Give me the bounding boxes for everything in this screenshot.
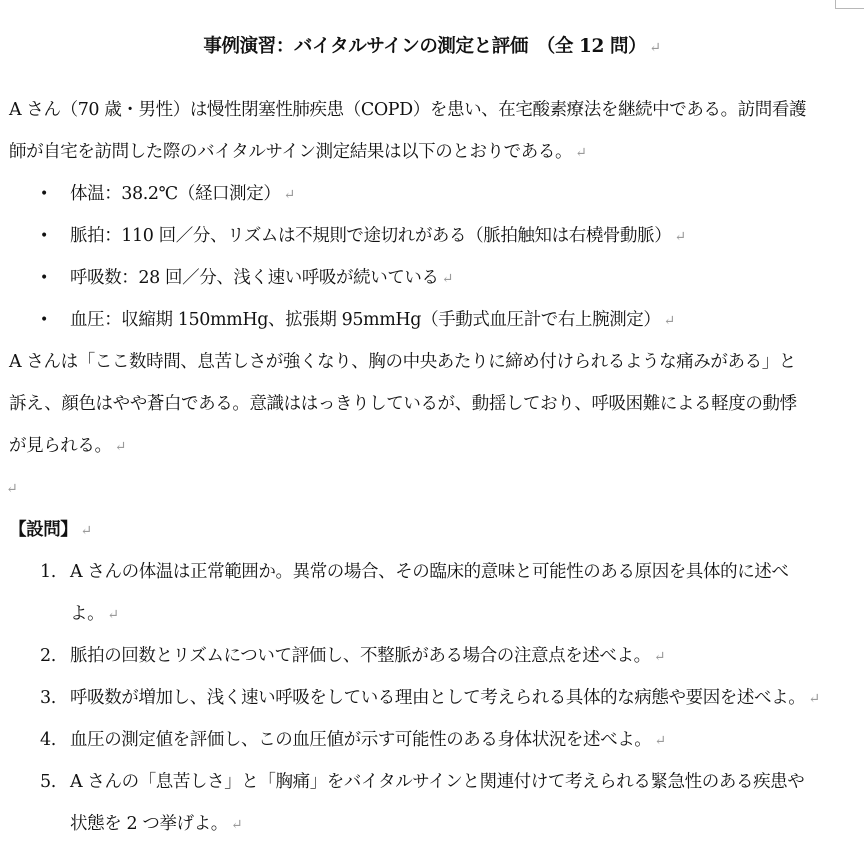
vital-text: 血圧：収縮期 150mmHg、拡張期 95mmHg（手動式血圧計で右上腕測定） [70, 310, 661, 330]
page-corner-mark [835, 0, 864, 9]
vital-item [70, 267, 453, 290]
vital-text: 体温：38.2℃（経口測定） [70, 184, 281, 204]
question-item [70, 771, 804, 793]
title-text: 事例演習：バイタルサインの測定と評価 （全 12 問） [203, 36, 647, 57]
paragraph-mark: ↵ [441, 271, 453, 287]
question-item [70, 645, 665, 668]
empty-paragraph [6, 477, 17, 500]
paragraph-mark: ↵ [80, 523, 92, 539]
vital-item [70, 309, 675, 332]
paragraph-mark: ↵ [283, 187, 295, 203]
question-item [70, 687, 820, 710]
complaint-text: 訴え、顔色はやや蒼白である。意識ははっきりしているが、動揺しており、呼吸困難による軽度の動悸 [9, 394, 797, 414]
complaint-text: が見られる。 [9, 436, 112, 456]
scenario-line [9, 141, 586, 164]
paragraph-mark: ↵ [653, 649, 666, 665]
questions-heading-text: 【設問】 [9, 520, 78, 540]
complaint-line [9, 393, 797, 415]
question-number: 1. [40, 562, 56, 582]
question-text: よ。 [70, 604, 105, 624]
paragraph-mark: ↵ [107, 607, 119, 623]
question-number: 4. [40, 730, 56, 750]
question-text: A さんの「息苦しさ」と「胸痛」をバイタルサインと関連付けて考えられる緊急性のある疾患や [70, 772, 805, 792]
scenario-line [9, 99, 806, 121]
paragraph-mark: ↵ [575, 145, 587, 161]
question-number: 3. [40, 688, 56, 708]
question-text: 状態を 2 つ挙げよ。 [70, 814, 228, 834]
complaint-line [9, 351, 796, 373]
paragraph-mark: ↵ [6, 481, 18, 497]
vital-item [70, 183, 295, 206]
question-item [70, 729, 666, 752]
paragraph-mark: ↵ [674, 229, 686, 245]
question-item-continued [70, 603, 119, 626]
question-text: 呼吸数が増加し、浅く速い呼吸をしている理由として考えられる具体的な病態や要因を述べよ。 [70, 688, 806, 708]
paragraph-mark: ↵ [808, 691, 820, 707]
question-text: 脈拍の回数とリズムについて評価し、不整脈がある場合の注意点を述べよ。 [70, 646, 651, 666]
bullet-icon: • [40, 228, 49, 244]
questions-heading [9, 519, 92, 542]
paragraph-mark: ↵ [114, 439, 126, 455]
paragraph-mark: ↵ [663, 313, 675, 329]
document-title [0, 36, 864, 59]
complaint-text: A さんは「ここ数時間、息苦しさが強くなり、胸の中央あたりに締め付けられるような痛みがある」と [9, 352, 796, 372]
vital-item [70, 225, 686, 248]
vital-text: 呼吸数：28 回／分、浅く速い呼吸が続いている [70, 268, 439, 288]
paragraph-mark: ↵ [230, 817, 243, 833]
bullet-icon: • [40, 186, 49, 202]
question-text: A さんの体温は正常範囲か。異常の場合、その臨床的意味と可能性のある原因を具体的に述べ [70, 562, 789, 582]
question-item [70, 561, 789, 583]
question-text: 血圧の測定値を評価し、この血圧値が示す可能性のある身体状況を述べよ。 [70, 730, 652, 750]
bullet-icon: • [40, 270, 49, 286]
bullet-icon: • [40, 312, 49, 328]
complaint-line [9, 435, 126, 458]
question-item-continued [70, 813, 242, 836]
paragraph-mark: ↵ [654, 733, 666, 749]
vital-text: 脈拍：110 回／分、リズムは不規則で途切れがある（脈拍触知は右橈骨動脈） [70, 226, 672, 246]
question-number: 5. [40, 772, 56, 792]
question-number: 2. [40, 646, 56, 666]
paragraph-mark: ↵ [649, 40, 661, 56]
scenario-text: 師が自宅を訪問した際のバイタルサイン測定結果は以下のとおりである。 [9, 142, 573, 162]
scenario-text: A さん（70 歳・男性）は慢性閉塞性肺疾患（COPD）を患い、在宅酸素療法を継続中である。訪問看護 [9, 100, 807, 120]
